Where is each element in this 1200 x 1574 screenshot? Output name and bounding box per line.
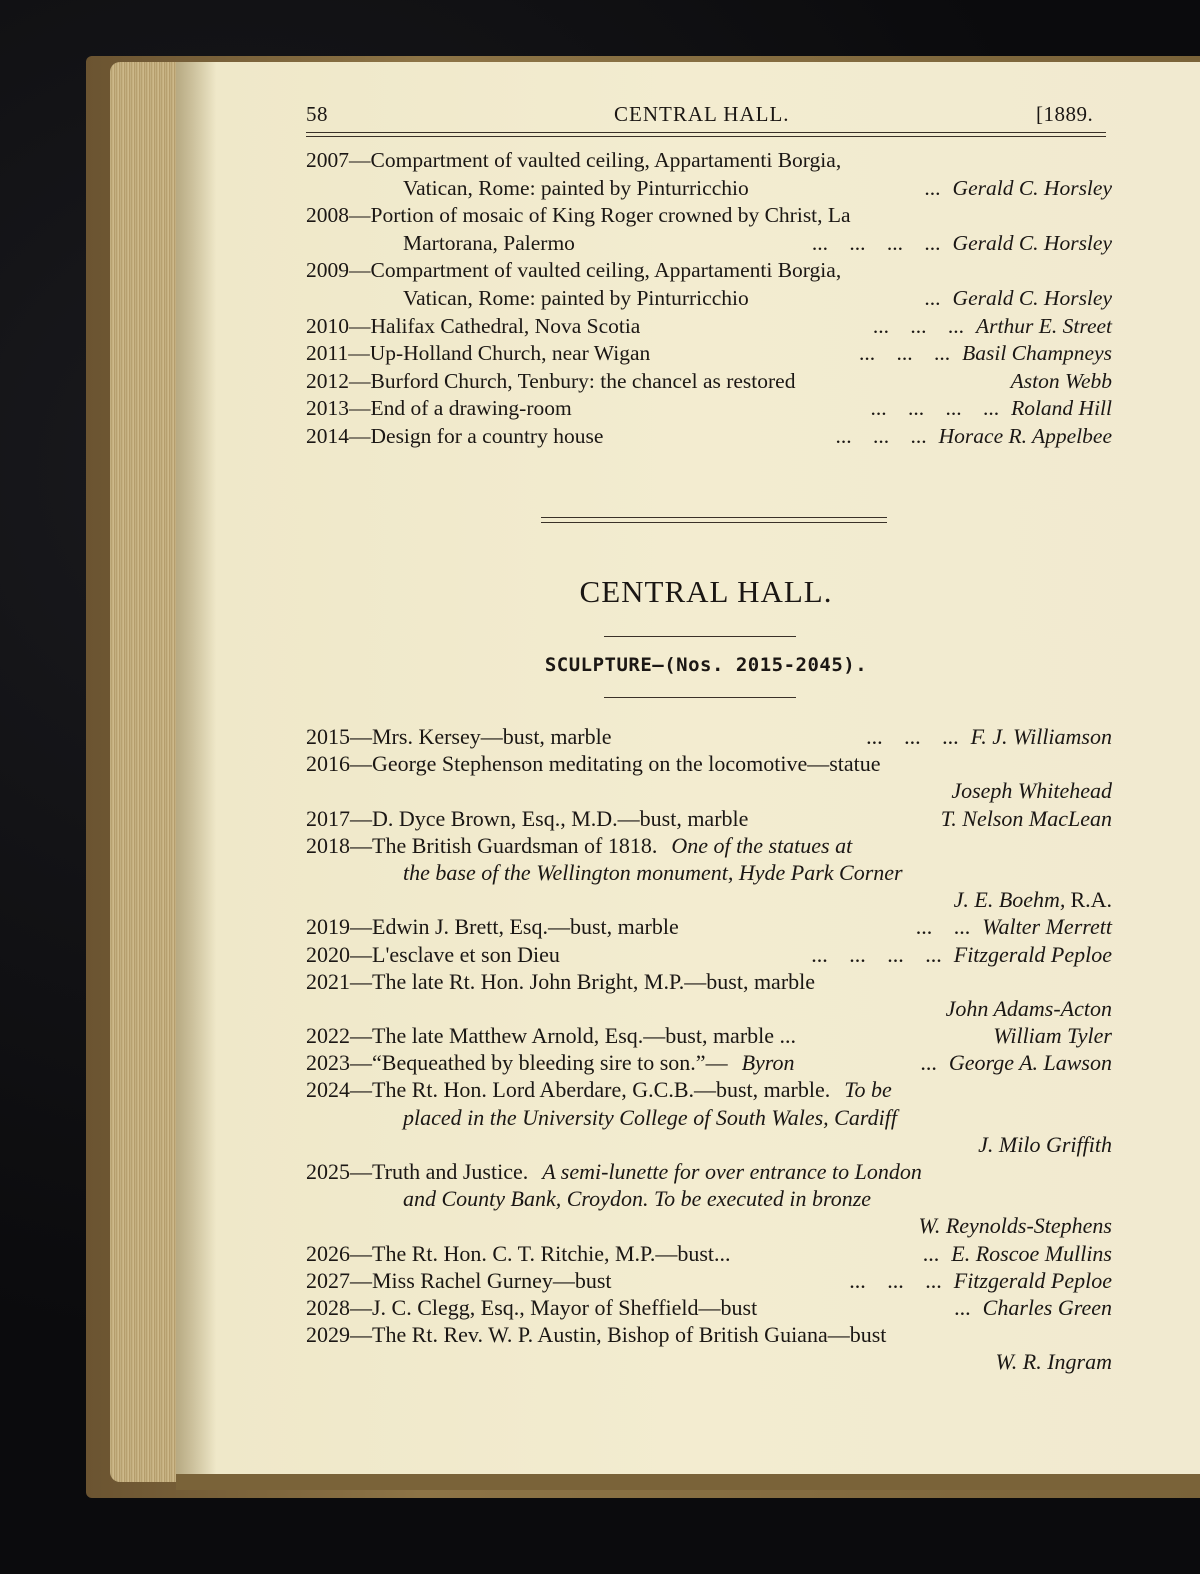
entry-line (306, 203, 1112, 231)
artist-name: Gerald C. Horsley (952, 175, 1112, 200)
artist-name: Roland Hill (1011, 396, 1112, 421)
entry-description: 2023—“Bequeathed by bleeding sire to son.”— (306, 1050, 728, 1076)
entry-line (306, 1077, 1112, 1104)
entry-line (306, 424, 1112, 452)
leader-dots: ... ... ... ... (811, 941, 942, 967)
entry-line (306, 1213, 1112, 1240)
entry-line (306, 1268, 1112, 1295)
entry-description: 2009—Compartment of vaulted ceiling, Appartamenti Borgia, (306, 258, 842, 283)
entry-line (306, 286, 1112, 314)
entry-line (306, 1322, 1112, 1349)
title-underline (604, 636, 796, 637)
entry-note: One of the statues at (671, 832, 853, 858)
entry-line (306, 148, 1112, 176)
artist-name: F. J. Williamson (970, 724, 1112, 749)
entry-line (306, 258, 1112, 286)
entry-description: 2019—Edwin J. Brett, Esq.—bust, marble (306, 914, 679, 940)
entry-line (306, 1295, 1112, 1322)
entry-description: Vatican, Rome: painted by Pinturricchio (403, 285, 749, 310)
entry-line (306, 860, 1112, 887)
entry-line (306, 914, 1112, 941)
header-rule-second (306, 136, 1106, 137)
artist-name: Walter Merrett (982, 914, 1112, 940)
section-divider (541, 517, 887, 518)
entry-note: and County Bank, Croydon. To be executed in bronze (403, 1186, 872, 1212)
entry-note: placed in the University College of South Wales, Cardiff (403, 1104, 897, 1130)
artist-name: T. Nelson MacLean (940, 805, 1112, 831)
artist-name: George A. Lawson (948, 1050, 1112, 1076)
artist-name: Fitzgerald Peploe (953, 941, 1112, 967)
artist-name: Gerald C. Horsley (952, 230, 1112, 255)
leader-dots: ... (954, 1294, 971, 1320)
entry-line (306, 314, 1112, 342)
entry-description: 2018—The British Guardsman of 1818. (306, 832, 658, 858)
entry-line (306, 1105, 1112, 1132)
leader-dots: ... (924, 285, 941, 310)
leader-dots: ... ... ... ... (870, 396, 1000, 421)
section-divider-second (541, 522, 887, 523)
entry-line (306, 806, 1112, 833)
artist-name: W. R. Ingram (995, 1349, 1112, 1375)
entry-line (306, 1349, 1112, 1376)
entry-line (306, 1132, 1112, 1159)
artist-name: E. Roscoe Mullins (951, 1240, 1112, 1266)
entry-description: 2022—The late Matthew Arnold, Esq.—bust, marble ... (306, 1023, 797, 1049)
entry-description: 2020—L'esclave et son Dieu (306, 941, 560, 967)
artist-name: Arthur E. Street (976, 313, 1112, 338)
entry-line (306, 1023, 1112, 1050)
entry-line (306, 996, 1112, 1023)
header-rule (306, 132, 1106, 133)
entry-description: 2021—The late Rt. Hon. John Bright, M.P.—bust, marble (306, 968, 816, 994)
entry-line (306, 231, 1112, 259)
entry-line (306, 969, 1112, 996)
entry-line (306, 1050, 1112, 1077)
entry-description: 2029—The Rt. Rev. W. P. Austin, Bishop of British Guiana—bust (306, 1322, 887, 1348)
leader-dots: ... (924, 175, 941, 200)
entry-description: 2008—Portion of mosaic of King Roger crowned by Christ, La (306, 203, 851, 228)
artist-name: Basil Champneys (962, 341, 1112, 366)
entry-note: the base of the Wellington monument, Hyde Park Corner (403, 859, 903, 885)
artist-name: J. E. Boehm, (953, 887, 1066, 913)
entry-description: 2007—Compartment of vaulted ceiling, Appartamenti Borgia, (306, 148, 842, 172)
entry-line (306, 724, 1112, 751)
entry-line (306, 942, 1112, 969)
artist-name: W. Reynolds-Stephens (918, 1213, 1112, 1239)
entry-description: 2011—Up-Holland Church, near Wigan (306, 341, 651, 366)
entry-note: A semi-lunette for over entrance to London (542, 1159, 922, 1184)
entry-description: Vatican, Rome: painted by Pinturricchio (403, 175, 749, 200)
entry-description: 2025—Truth and Justice. (306, 1159, 529, 1184)
leader-dots: ... (922, 1240, 940, 1266)
book-binding-bottom (176, 1474, 1200, 1490)
year-marker: [1889. (1036, 102, 1094, 126)
entry-line (306, 887, 1112, 914)
artist-name: John Adams-Acton (945, 995, 1112, 1021)
sculpture-entries (306, 724, 1112, 1377)
artist-name: Horace R. Appelbee (938, 423, 1112, 448)
entry-description: 2010—Halifax Cathedral, Nova Scotia (306, 313, 641, 338)
entry-line (306, 1159, 1112, 1186)
artist-name: Fitzgerald Peploe (953, 1267, 1112, 1293)
artist-name: Gerald C. Horsley (952, 285, 1112, 310)
architecture-entries (306, 148, 1112, 452)
artist-name: Joseph Whitehead (951, 778, 1112, 804)
artist-title: R.A. (1070, 887, 1112, 913)
artist-name: Aston Webb (1010, 368, 1112, 393)
entry-note: To be (844, 1077, 892, 1103)
page-number: 58 (306, 102, 328, 126)
leader-dots: ... ... ... ... (811, 230, 941, 255)
entry-line (306, 778, 1112, 805)
leader-dots: ... ... ... (872, 313, 965, 338)
section-title: CENTRAL HALL. (579, 574, 833, 609)
entry-line (306, 751, 1112, 778)
entry-description: Martorana, Palermo (403, 230, 575, 255)
entry-description: 2012—Burford Church, Tenbury: the chancel as restored (306, 368, 796, 393)
entry-description: 2026—The Rt. Hon. C. T. Ritchie, M.P.—bust... (306, 1240, 731, 1266)
running-title: CENTRAL HALL. (614, 102, 790, 126)
entry-line (306, 1241, 1112, 1268)
artist-name: Charles Green (982, 1294, 1112, 1320)
artist-name: J. Milo Griffith (978, 1131, 1112, 1157)
section-subtitle: SCULPTURE—(Nos. 2015-2045). (544, 654, 868, 676)
entry-description: 2027—Miss Rachel Gurney—bust (306, 1267, 612, 1293)
entry-line (306, 833, 1112, 860)
entry-note: Byron (741, 1050, 795, 1076)
leader-dots: ... ... (915, 914, 971, 940)
entry-description: 2028—J. C. Clegg, Esq., Mayor of Sheffield—bust (306, 1294, 758, 1320)
entry-description: 2017—D. Dyce Brown, Esq., M.D.—bust, marble (306, 805, 749, 831)
entry-description: 2024—The Rt. Hon. Lord Aberdare, G.C.B.—bust, marble. (306, 1077, 831, 1103)
entry-line (306, 1186, 1112, 1213)
leader-dots: ... ... ... (866, 724, 959, 749)
leader-dots: ... ... ... (858, 341, 951, 366)
entry-description: 2016—George Stephenson meditating on the locomotive—statue (306, 751, 881, 777)
leader-dots: ... ... ... (835, 423, 927, 448)
entry-line (306, 396, 1112, 424)
subtitle-underline (604, 697, 796, 698)
entry-description: 2014—Design for a country house (306, 423, 604, 448)
entry-line (306, 176, 1112, 204)
entry-line (306, 341, 1112, 369)
leader-dots: ... ... ... (849, 1267, 942, 1293)
entry-description: 2015—Mrs. Kersey—bust, marble (306, 724, 612, 749)
entry-description: 2013—End of a drawing-room (306, 396, 572, 421)
leader-dots: ... (920, 1050, 937, 1076)
entry-line (306, 369, 1112, 397)
artist-name: William Tyler (993, 1023, 1112, 1049)
